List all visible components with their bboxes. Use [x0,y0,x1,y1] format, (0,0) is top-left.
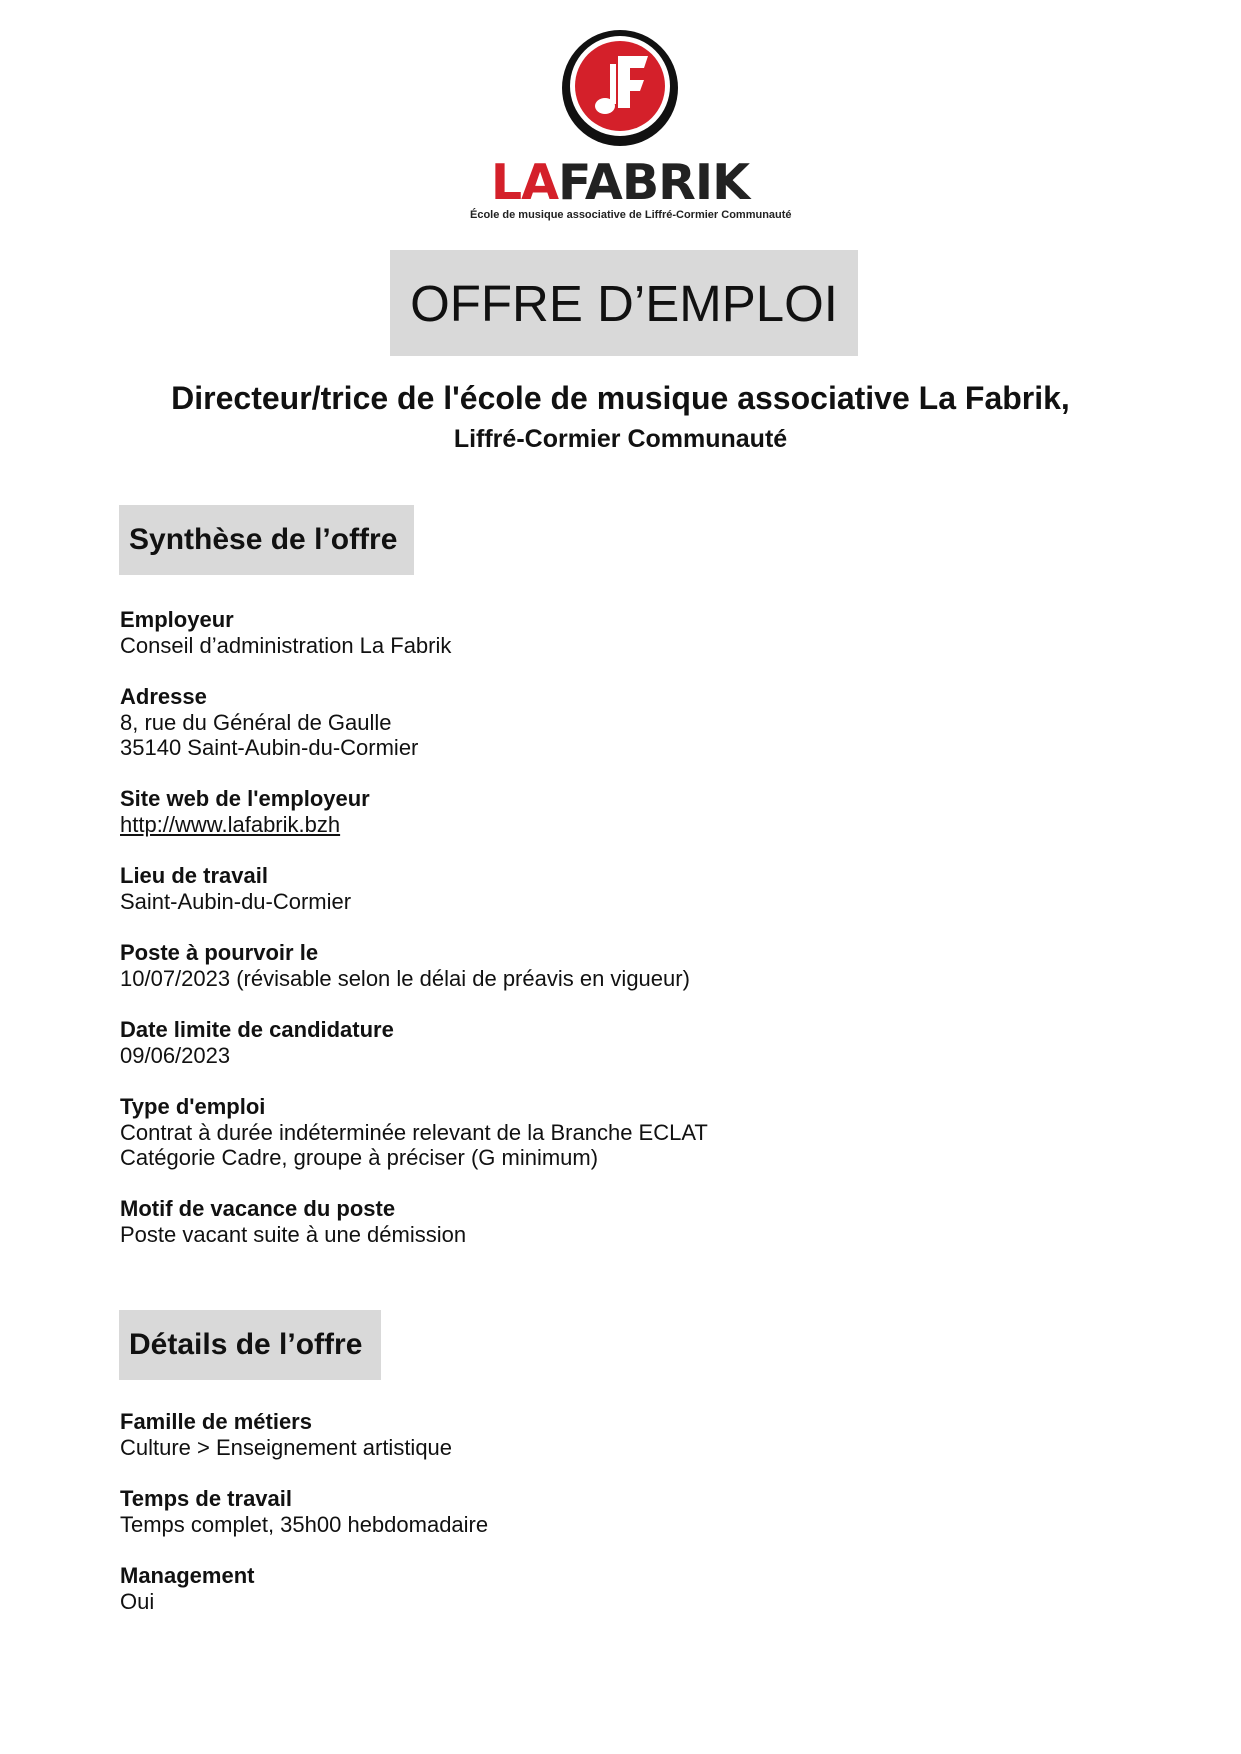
field-label: Lieu de travail [120,863,268,888]
field-label: Poste à pourvoir le [120,940,319,965]
lafabrik-logo [470,28,792,228]
field-value: Conseil d’administration La Fabrik [120,632,452,658]
field-label: Employeur [120,607,234,632]
field-site-web [120,786,370,837]
logo-wordmark: LAFABRIK [490,154,750,211]
field-label: Management [120,1563,255,1588]
field-management [120,1563,254,1614]
field-value: 10/07/2023 (révisable selon le délai de préavis en vigueur) [120,965,690,991]
field-value: Culture > Enseignement artistique [120,1434,453,1460]
field-label: Type d'emploi [120,1094,266,1119]
field-value: Contrat à durée indéterminée relevant de la Branche ECLAT [120,1119,708,1145]
job-title: Directeur/trice de l'école de musique associative La Fabrik, [171,380,1070,416]
field-label: Date limite de candidature [120,1017,394,1042]
job-subtitle: Liffré-Cormier Communauté [453,425,788,453]
field-label: Temps de travail [120,1486,292,1511]
field-value: Temps complet, 35h00 hebdomadaire [120,1511,489,1537]
field-type-emploi [120,1094,708,1171]
field-temps [120,1486,488,1537]
field-employeur [120,607,451,658]
field-lieu [120,863,351,914]
field-poste [120,940,690,991]
field-adresse [120,684,418,761]
field-value: 09/06/2023 [120,1042,231,1068]
field-date-limite [120,1017,394,1068]
logo-tagline: École de musique associative de Liffré-Cormier Communauté [470,209,792,221]
field-value: 8, rue du Général de Gaulle [120,709,392,735]
field-value: Catégorie Cadre, groupe à préciser (G minimum) [120,1145,599,1170]
section-details-heading: Détails de l’offre [119,1310,381,1380]
field-value: 35140 Saint-Aubin-du-Cormier [120,735,419,760]
website-link[interactable]: http://www.lafabrik.bzh [120,811,341,837]
field-label: Site web de l'employeur [120,786,370,811]
page-title-box [390,250,858,356]
field-label: Famille de métiers [120,1409,312,1434]
music-note-f-icon [560,28,680,148]
field-label: Adresse [120,684,207,709]
field-label: Motif de vacance du poste [120,1196,396,1221]
field-value: Oui [120,1588,155,1614]
field-value: Saint-Aubin-du-Cormier [120,888,352,914]
field-motif [120,1196,466,1247]
page-title: OFFRE D’EMPLOI [410,274,838,332]
field-famille [120,1409,452,1460]
section-synthese-heading: Synthèse de l’offre [119,505,414,575]
field-value: Poste vacant suite à une démission [120,1221,467,1247]
